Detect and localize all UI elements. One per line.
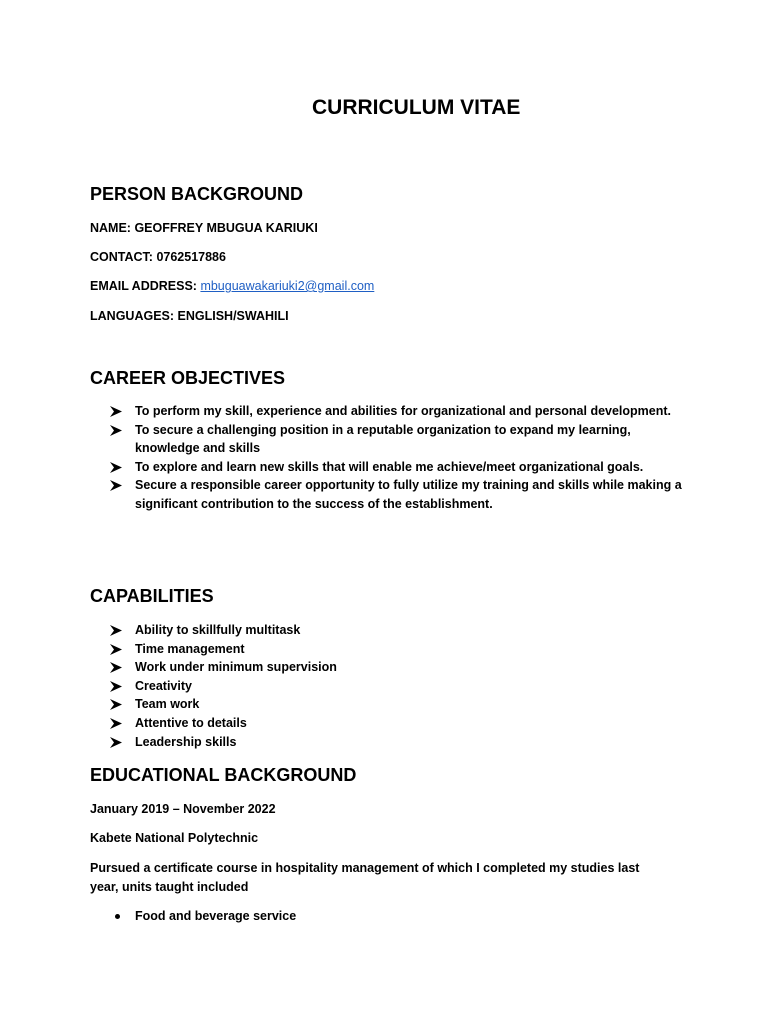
career-objectives-list [110, 402, 690, 514]
list-item [110, 695, 690, 714]
capability-text: Work under minimum supervision [135, 660, 337, 675]
career-objectives-heading: CAREER OBJECTIVES [90, 368, 286, 388]
objective-text: To explore and learn new skills that will enable me achieve/meet organizational goals. [135, 459, 644, 474]
contact-label: CONTACT: [90, 250, 153, 264]
email-label: EMAIL ADDRESS: [90, 279, 197, 293]
list-item [110, 714, 690, 733]
list-item [110, 621, 690, 640]
arrowhead-bullet-icon [110, 462, 122, 473]
arrowhead-bullet-icon [110, 644, 122, 655]
list-item [110, 458, 690, 477]
list-item [110, 733, 690, 752]
education-description: Pursued a certificate course in hospitality management of which I completed my studies last year, units taught included [90, 861, 640, 894]
capability-text: Team work [135, 697, 200, 712]
objective-text: To perform my skill, experience and abilities for organizational and personal development. [135, 404, 672, 418]
education-period: January 2019 – November 2022 [90, 802, 276, 816]
capabilities-list [110, 621, 690, 751]
education-heading: EDUCATIONAL BACKGROUND [90, 765, 357, 785]
languages-field [90, 309, 289, 323]
capability-text: Attentive to details [135, 715, 247, 730]
list-item [110, 658, 690, 677]
arrowhead-bullet-icon [110, 625, 122, 636]
list-item [110, 476, 690, 513]
arrowhead-bullet-icon [110, 425, 122, 436]
education-units-list [110, 907, 690, 926]
capabilities-heading: CAPABILITIES [90, 586, 214, 606]
list-item [110, 907, 690, 926]
education-institution: Kabete National Polytechnic [90, 831, 259, 845]
arrowhead-bullet-icon [110, 737, 122, 748]
list-item [110, 677, 690, 696]
document-title: CURRICULUM VITAE [312, 96, 521, 119]
arrowhead-bullet-icon [110, 480, 122, 491]
list-item [110, 421, 690, 458]
contact-field [90, 250, 226, 264]
email-field [90, 279, 374, 293]
list-item [110, 640, 690, 659]
arrowhead-bullet-icon [110, 681, 122, 692]
objective-text: To secure a challenging position in a reputable organization to expand my learning, knowledge and skills [135, 422, 631, 456]
person-background-heading: PERSON BACKGROUND [90, 184, 304, 204]
email-link[interactable]: mbuguawakariuki2@gmail.com [200, 279, 375, 293]
capability-text: Ability to skillfully multitask [135, 623, 301, 637]
arrowhead-bullet-icon [110, 718, 122, 729]
capability-text: Creativity [135, 678, 192, 693]
languages-value: ENGLISH/SWAHILI [177, 309, 289, 323]
capability-text: Time management [135, 641, 245, 656]
name-value: GEOFFREY MBUGUA KARIUKI [134, 221, 318, 235]
name-field [90, 221, 318, 235]
contact-value: 0762517886 [156, 250, 226, 264]
unit-text: Food and beverage service [135, 909, 297, 923]
capability-text: Leadership skills [135, 734, 237, 749]
list-item [110, 402, 690, 421]
arrowhead-bullet-icon [110, 662, 122, 673]
languages-label: LANGUAGES: [90, 309, 175, 323]
name-label: NAME: [90, 221, 131, 235]
objective-text: Secure a responsible career opportunity to fully utilize my training and skills while making a significant contribution to the success of the establishment. [135, 478, 682, 511]
round-bullet-icon [115, 914, 120, 919]
arrowhead-bullet-icon [110, 699, 122, 710]
arrowhead-bullet-icon [110, 406, 122, 417]
